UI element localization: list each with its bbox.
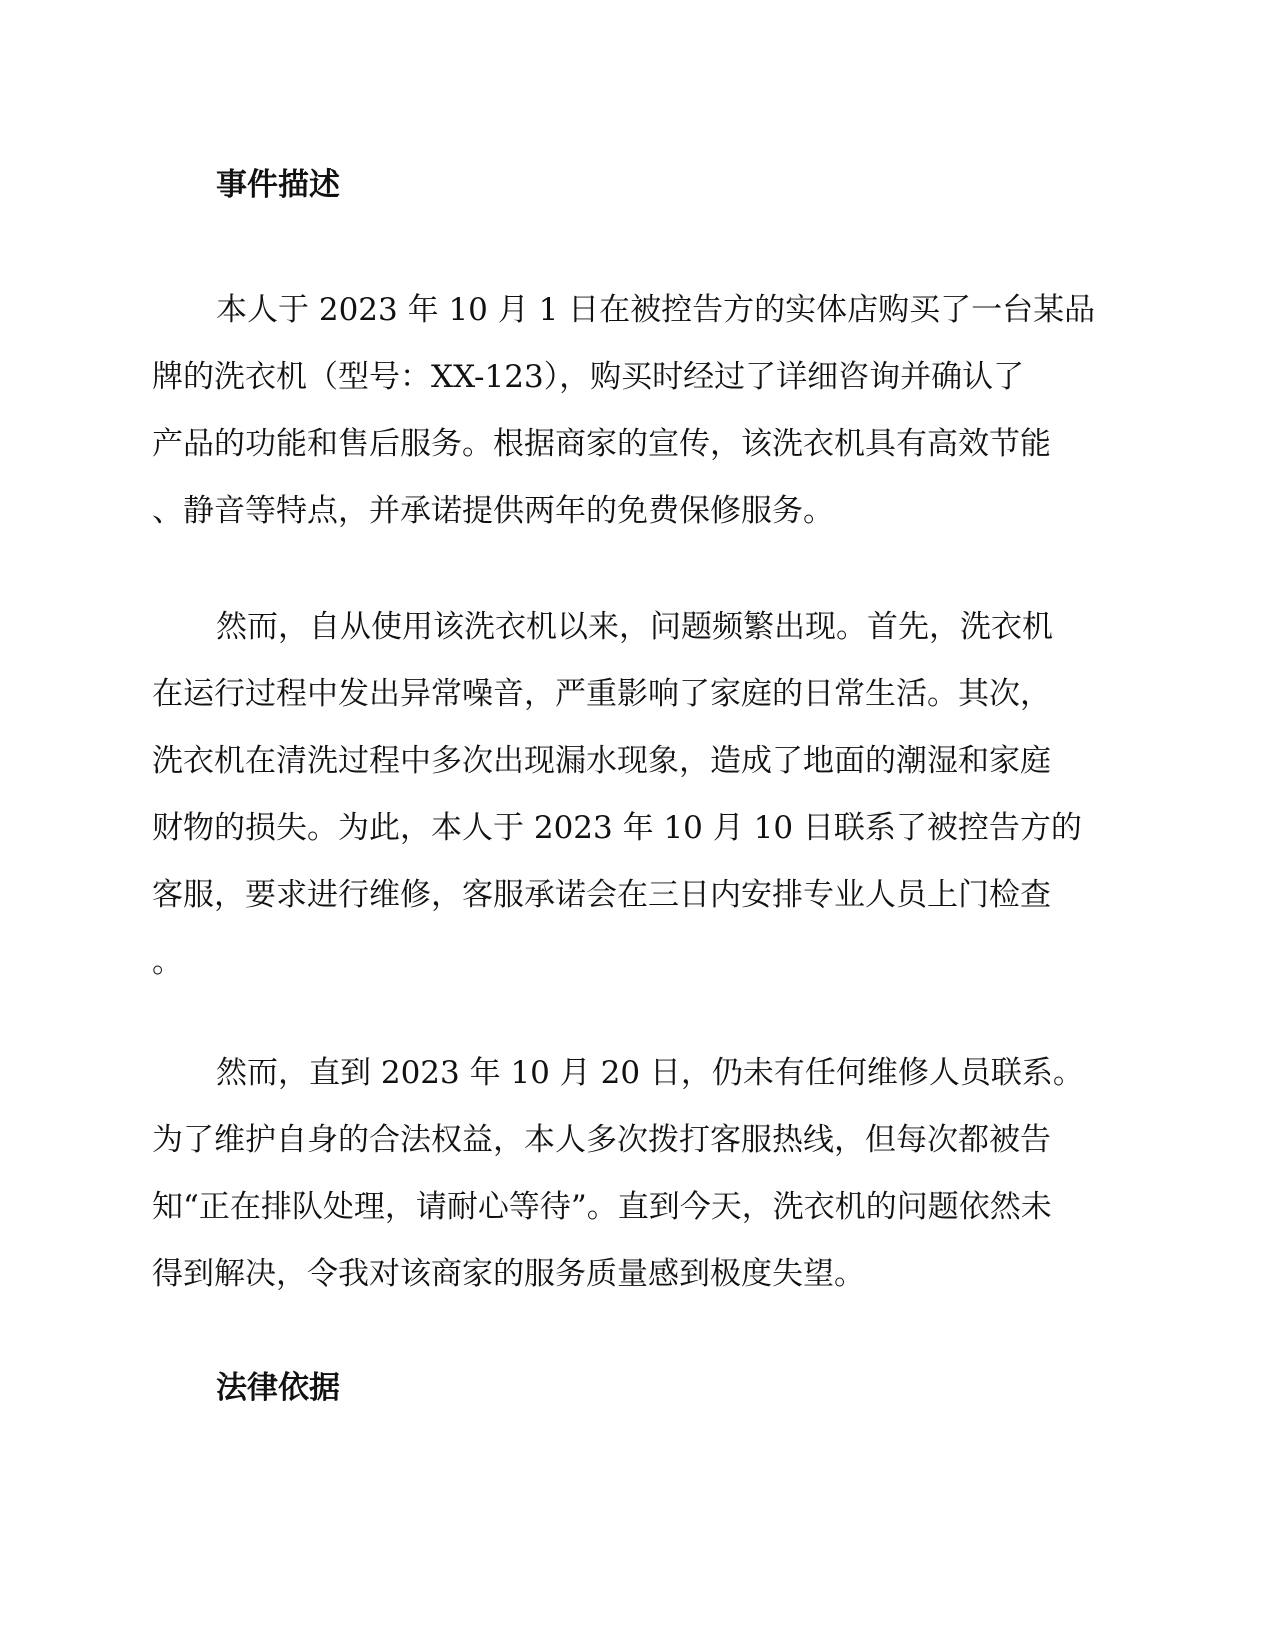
paragraph-line: 然而，自从使用该洗衣机以来，问题频繁出现。首先，洗衣机 xyxy=(216,609,1053,645)
paragraph-line: 。 xyxy=(152,944,183,980)
paragraph-line: 洗衣机在清洗过程中多次出现漏水现象，造成了地面的潮湿和家庭 xyxy=(152,743,1051,779)
paragraph-line: 为了维护自身的合法权益，本人多次拨打客服热线，但每次都被告 xyxy=(152,1122,1051,1158)
paragraph-line: 产品的功能和售后服务。根据商家的宣传，该洗衣机具有高效节能 xyxy=(152,426,1051,462)
paragraph-line: 财物的损失。为此，本人于 2023 年 10 月 10 日联系了被控告方的 xyxy=(152,810,1082,846)
section-heading-legal-basis: 法律依据 xyxy=(216,1370,340,1406)
paragraph-line: 得到解决，令我对该商家的服务质量感到极度失望。 xyxy=(152,1256,865,1292)
paragraph-line: 在运行过程中发出异常噪音，严重影响了家庭的日常生活。其次， xyxy=(152,676,1051,712)
paragraph-line: 知“正在排队处理，请耐心等待”。直到今天，洗衣机的问题依然未 xyxy=(152,1189,1052,1225)
paragraph-problems xyxy=(152,594,1082,996)
paragraph-line: 牌的洗衣机（型号：XX-123），购买时经过了详细咨询并确认了 xyxy=(152,359,1025,395)
paragraph-line: 、静音等特点，并承诺提供两年的免费保修服务。 xyxy=(152,493,834,529)
paragraph-purchase xyxy=(152,277,1095,545)
paragraph-line: 然而，直到 2023 年 10 月 20 日，仍未有任何维修人员联系。 xyxy=(216,1055,1084,1091)
section-heading-event-description: 事件描述 xyxy=(216,167,340,203)
paragraph-line: 本人于 2023 年 10 月 1 日在被控告方的实体店购买了一台某品 xyxy=(216,292,1096,328)
paragraph-line: 客服，要求进行维修，客服承诺会在三日内安排专业人员上门检查 xyxy=(152,877,1051,913)
paragraph-no-response xyxy=(152,1040,1084,1308)
